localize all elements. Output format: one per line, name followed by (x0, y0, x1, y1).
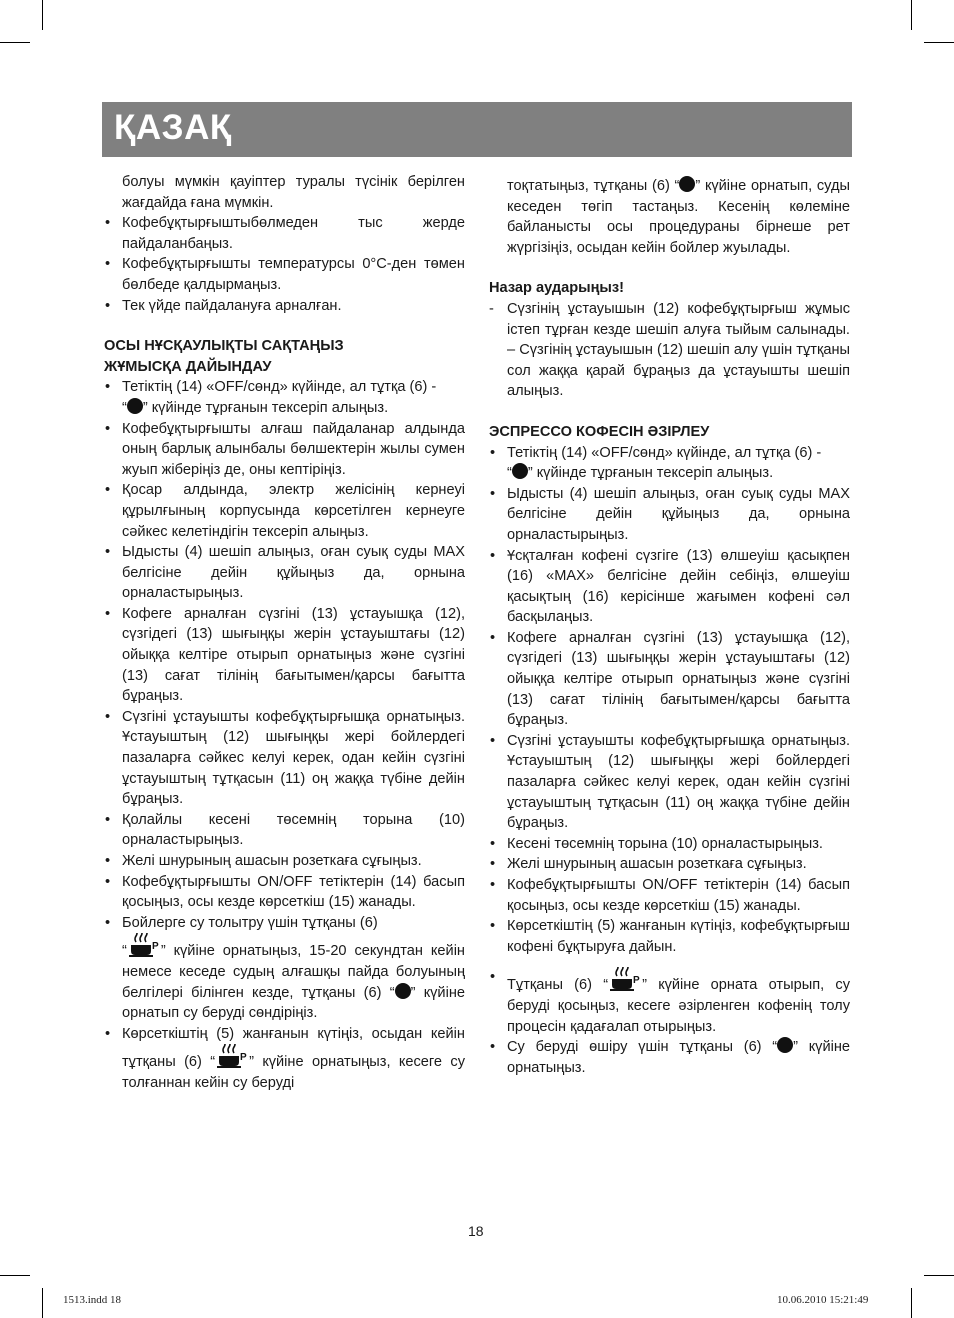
list-item: • Кофеге арналған сүзгіні (13) ұстауышқа (12), сүзгідегі (13) шығыңқы жерін ұстауыштағы (12) ойыққа келтіре отырып орнатыңыз және сүзгіні (13) сағат тілінің бағытымен/қарсы бағытта бұраңыз. (105, 605, 465, 705)
list-item: • Ыдысты (4) шешіп алыңыз, оған суық суды MAX белгісіне дейін құйыңыз да, орнына орналастырыңыз. (105, 544, 465, 602)
section-heading: ЭСПРЕССО КОФЕСІН ӘЗІРЛЕУ (489, 423, 710, 440)
list-item: • Желі шнурының ашасын розеткаға сұғыңыз. (105, 853, 422, 869)
language-header-bar (102, 102, 852, 157)
list-item: • Сүзгіні ұстауышты кофебұқтырғышқа орнатыңыз. Ұстауыштың (12) шығыңқы жері бойлердегі пазаларға сәйкес келуі керек, одан кейін сүзгіні ұстауыштың тұтқасын (11) оң жаққа түбіне дейін бұраңыз. (105, 708, 465, 808)
off-position-icon (512, 463, 528, 479)
crop-mark (924, 1275, 954, 1276)
steam-cup-icon (127, 933, 161, 957)
list-item: - Сүзгінің ұстауышын (12) кофебұқтырғыш жұмыс істеп тұрған кезде шешіп алуға тыйым салынады. – Сүзгінің ұстауышын (12) шешіп алу үшін тұтқаны сол жаққа қарай бұраңыз да ұстауышты шешіп алыңыз. (489, 300, 850, 400)
list-item: • Ұсқталған кофені сүзгіге (13) өлшеуіш қасықпен (16) «MAX» белгісіне дейін себіңіз, өлшеуіш қасықтың (16) керісінше жағымен кофені сәл басқылаңыз. (490, 547, 850, 626)
crop-mark (42, 0, 43, 30)
list-item: • Кофеге арналған сүзгіні (13) ұстауышқа (12), сүзгідегі (13) шығыңқы жерін ұстауыштағы (12) ойыққа келтіре отырып орнатыңыз және сүзгіні (13) сағат тілінің бағытымен/қарсы бағытта бұраңыз. (490, 629, 850, 729)
list-item: • Тетіктің (14) «OFF/сөнд» күйінде, ал тұтқа (6) - “ ” күйінде тұрғанын тексеріп алыңыз. (105, 379, 437, 416)
footer-datetime: 10.06.2010 15:21:49 (777, 1294, 869, 1306)
off-position-icon (679, 176, 695, 192)
language-title: ҚАЗАҚ (114, 108, 232, 147)
list-item: • Қосар алдында, электр желісінің кернеуі құрылғының корпусында көрсетілген кернеуге сәйкес келетіндігін тексеріп алыңыз. (105, 482, 465, 540)
list-item: • Кофебұқтырғышты ON/OFF тетіктерін (14) басып қосыңыз, осы кезде көрсеткіш (15) жанады. (490, 877, 850, 914)
svg-text:P: P (240, 1052, 247, 1064)
crop-mark (911, 1288, 912, 1318)
list-item: • Ыдысты (4) шешіп алыңыз, оған суық суды MAX белгісіне дейін құйыңыз да, орнына орналастырыңыз. (490, 485, 850, 543)
crop-mark (0, 42, 30, 43)
list-item: • Кофебұқтырғышты алғаш пайдаланар алдында оның барлық алынбалы бөлшектерін жылы сумен жуып жіберіңіз де, оны кептіріңіз. (105, 420, 465, 478)
svg-text:P: P (633, 975, 640, 987)
intro-text: болуы мүмкін қауіптер туралы түсінік берілген жағдайда ғана мүмкін. (122, 174, 465, 211)
list-item: • Сүзгіні ұстауышты кофебұқтырғышқа орнатыңыз. Ұстауыштың (12) шығыңқы жері бойлердегі пазаларға сәйкес келуі керек, одан кейін сүзгіні ұстауыштың тұтқасын (11) оң жаққа түбіне дейін бұраңыз. (490, 732, 850, 832)
crop-mark (0, 1275, 30, 1276)
attention-heading: Назар аударыңыз! (489, 280, 624, 297)
list-item: • Бойлерге су толытру үшін тұтқаны (6) “ P ” күйіне орнатыңыз, 15-20 секундтан кейін немесе кеседе судың алғашқы пайда болуының белгілері білінген кезде, тұтқаны (6) “ ” күйіне орнатып су беруді сөндіріңіз. (105, 914, 465, 1022)
list-item: • Желі шнурының ашасын розеткаға сұғыңыз. (490, 856, 807, 873)
list-item: • Су беруді өшіру үшін тұтқаны (6) “ ” күйіне орнатыңыз. (490, 1039, 851, 1076)
list-item: • Кесені төсемнің торына (10) орналастырыңыз. (490, 835, 823, 852)
list-item: • Кофебұқтырғышты ON/OFF тетіктерін (14) басып қосыңыз, осы кезде көрсеткіш (15) жанады. (105, 873, 465, 911)
footer-file: 1513.indd 18 (63, 1294, 122, 1306)
list-item: • Тек үйде пайдалануға арналған. (105, 297, 342, 314)
section-heading: ЖҰМЫСҚА ДАЙЫНДАУ (104, 358, 272, 375)
section-heading: ОСЫ НҰСҚАУЛЫҚТЫ САҚТАҢЫЗ (104, 338, 344, 355)
off-position-icon (127, 398, 143, 414)
off-position-icon (777, 1037, 793, 1053)
list-item: • Тұтқаны (6) “ P ” күйіне орната отырып, су беруді қосыңыз, кесеге әзірленген кофенің толу процесін қадағалап отырыңыз. (489, 967, 850, 1037)
list-item: • Кофебұқтырғышты температурсы 0°С-ден төмен бөлбеде қалдырмаңыз. (105, 256, 465, 293)
off-position-icon (395, 983, 411, 999)
right-column (489, 176, 850, 1078)
page-number: 18 (468, 1223, 484, 1239)
list-item: • Тетіктің (14) «OFF/сөнд» күйінде, ал тұтқа (6) - “ ” күйінде тұрғанын тексеріп алыңыз. (490, 444, 822, 482)
left-column (104, 172, 465, 1094)
list-item: • Көрсеткіштің (5) жанғанын күтіңіз, осыдан кейін тұтқаны (6) “ P ” күйіне орнатыңыз, кесеге су толғаннан кейін су беруді (105, 1025, 465, 1091)
list-item: • Көрсеткіштің (5) жанғанын күтіңіз, кофебұқтырғыш кофені бұқтыруға дайын. (490, 918, 850, 955)
crop-mark (924, 42, 954, 43)
list-item: • Кофебұқтырғыштыбөлмеден тыс жерде пайдаланбаңыз. (105, 215, 465, 252)
crop-mark (42, 1288, 43, 1318)
crop-mark (911, 0, 912, 30)
steam-cup-icon (215, 1044, 249, 1068)
list-item: • Қолайлы кесені төсемнің торына (10) орналастырыңыз. (105, 811, 465, 849)
continued-text: тоқтатыңыз, тұтқаны (6) “ ” күйіне орнатып, суды кеседен төгіп тастаңыз. Кесенің көлеміне байланысты осы процедураны бірнеше рет жүргізіңіз, осыдан кейін бойлер жуылады. (507, 178, 850, 256)
steam-cup-icon (608, 967, 642, 991)
svg-text:P: P (151, 941, 159, 953)
